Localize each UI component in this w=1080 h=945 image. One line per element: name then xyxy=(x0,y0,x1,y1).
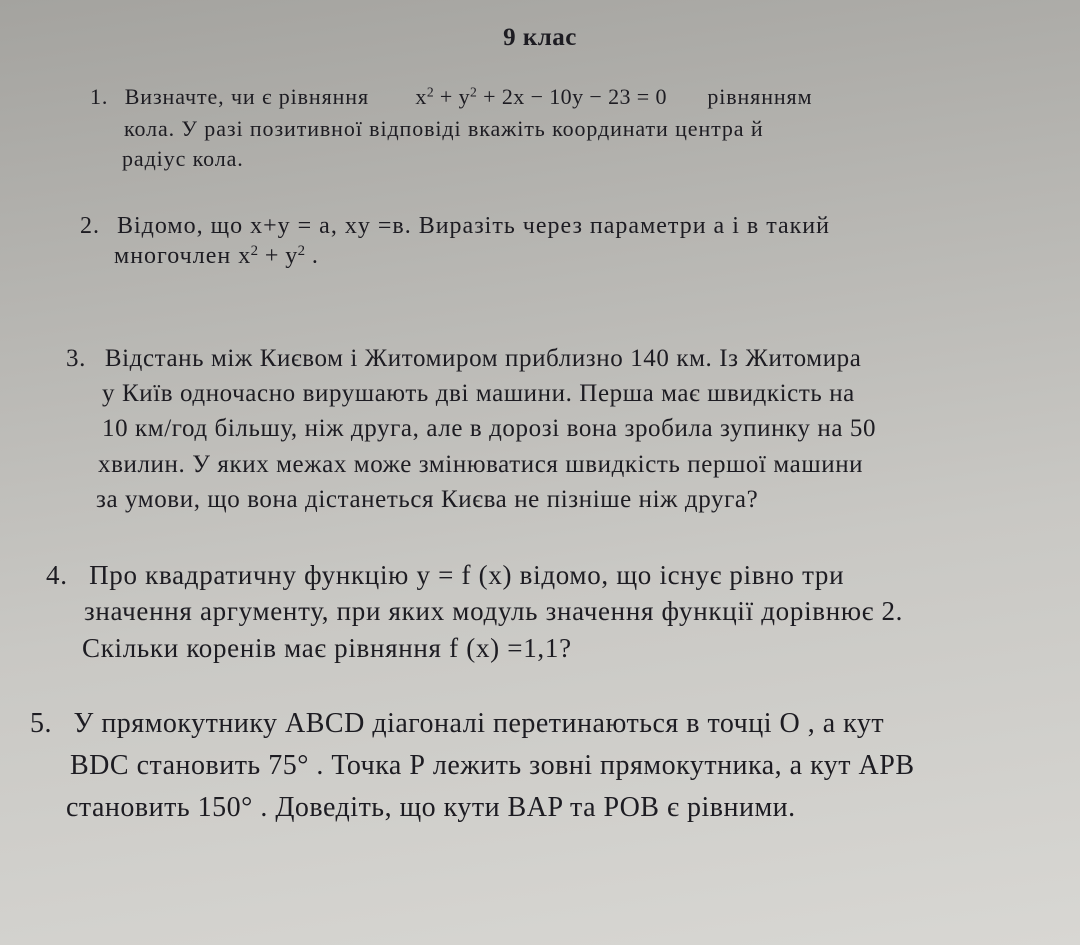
problem-1-text-end: рівнянням xyxy=(707,84,813,109)
problem-4-line-1 xyxy=(46,562,844,589)
problem-1-line-3: радіус кола. xyxy=(122,146,244,171)
problem-4-line-2: значення аргументу, при яких модуль значення функції дорівнює 2. xyxy=(84,596,904,626)
problem-1-line-2: кола. У разі позитивної відповіді вкажіть координати центра й xyxy=(124,116,764,141)
problem-4-number: 4. xyxy=(46,560,68,590)
problem-5-text: У прямокутнику ABCD діагоналі перетинаються в точці О , а кут xyxy=(73,708,885,739)
problem-5-line-2: BDC становить 75° . Точка Р лежить зовні прямокутника, а кут APB xyxy=(70,750,915,781)
problem-3-line-4: хвилин. У яких межах може змінюватися швидкість першої машини xyxy=(98,451,864,478)
problem-5-number: 5. xyxy=(30,708,52,739)
problem-4-text: Про квадратичну функцію y = f (x) відомо, що існує рівно три xyxy=(89,560,845,590)
problem-3-text: Відстань між Києвом і Житомиром приблизно 140 км. Із Житомира xyxy=(104,345,862,372)
problem-5-line-3: становить 150° . Доведіть, що кути BAP та POB є рівними. xyxy=(66,792,796,823)
problem-2-text-2: многочлен xyxy=(114,243,239,269)
problem-5-line-1 xyxy=(30,710,884,738)
problem-1-number: 1. xyxy=(90,84,109,109)
problem-3-line-1 xyxy=(66,346,861,371)
problem-3-number: 3. xyxy=(66,345,86,372)
problem-1-line-1 xyxy=(90,86,812,108)
problem-1-text: Визначте, чи є рівняння xyxy=(124,84,369,109)
problem-1-equation: $x^2 + y^2 + 2x - 10y - 23 = 0$ xyxy=(415,84,667,109)
problem-2-line-1 xyxy=(80,214,830,238)
problem-3-line-5: за умови, що вона дістанеться Києва не пізніше ніж друга? xyxy=(96,486,759,513)
problem-2-text: Відомо, що x+y = a, xy =в. Виразіть через параметри a і в такий xyxy=(117,213,830,239)
problem-3-line-2: у Київ одночасно вирушають дві машини. Перша має швидкість на xyxy=(102,380,855,407)
problem-2-expression: $x^2 + y^2$ . xyxy=(238,242,319,269)
problem-3-line-3: 10 км/год більшу, ніж друга, але в дорозі вона зробила зупинку на 50 xyxy=(102,415,877,442)
problem-4-line-3: Скільки коренів має рівняння f (x) =1,1? xyxy=(82,633,572,663)
page-title: 9 клас xyxy=(503,24,577,51)
problem-2-number: 2. xyxy=(80,213,100,239)
problem-2-line-2 xyxy=(114,244,318,268)
